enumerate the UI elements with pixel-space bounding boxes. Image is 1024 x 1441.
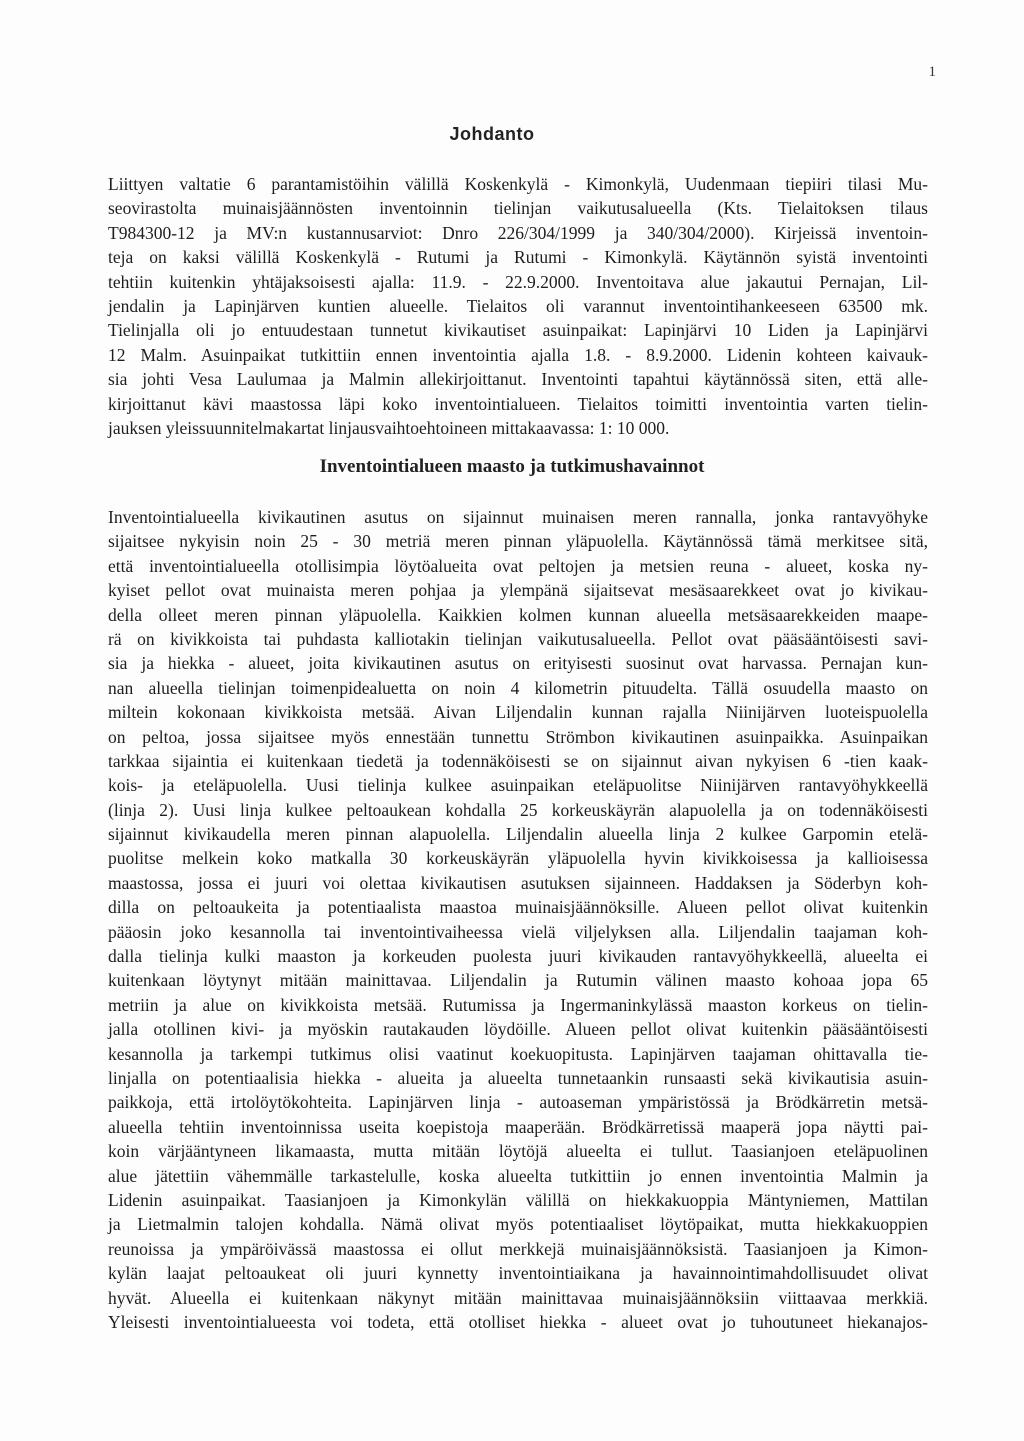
text-line: Inventointialueella kivikautinen asutus on sijainnut muinaisen meren rannalla, jonka rantavyöhyke bbox=[108, 507, 928, 527]
text-line: teja on kaksi välillä Koskenkylä - Rutumi ja Rutumi - Kimonkylä. Käytännön syistä inventointi bbox=[108, 247, 928, 268]
text-line: Tielinjalla oli jo entuudestaan tunnetut kivikautiset asuinpaikat: Lapinjärvi 10 Liden ja Lapinjärvi bbox=[108, 320, 928, 341]
section-heading-inventointialue: Inventointialueen maasto ja tutkimushavainnot bbox=[319, 456, 705, 477]
text-line: on peltoa, jossa sijaitsee myös ennestään tunnettu Strömbon kivikautinen asuinpaikka. Asuinpaikan bbox=[108, 726, 928, 747]
text-line: puolitse melkein koko matkalla 30 korkeuskäyrän yläpuolella hyvin kivikkoisessa ja kallioisessa bbox=[108, 848, 928, 869]
text-line: kirjoittanut kävi maastossa läpi koko inventointialueen. Tielaitos toimitti inventointia varten tielin- bbox=[108, 393, 928, 414]
text-line: pääosin joko kesannolla tai inventointivaiheessa vielä viljelyksen alla. Liljendalin taajaman koh- bbox=[108, 921, 928, 942]
text-line: jauksen yleissuunnitelmakartat linjausvaihtoehtoineen mittakaavassa: 1: 10 000. bbox=[108, 417, 670, 438]
text-line: della olleet meren pinnan yläpuolella. Kaikkien kolmen kunnan alueella metsäsaarekkeiden maape- bbox=[108, 604, 928, 625]
text-line: Liittyen valtatie 6 parantamistöihin välillä Koskenkylä - Kimonkylä, Uudenmaan tiepiiri tilasi Mu- bbox=[108, 174, 928, 194]
text-line: jendalin ja Lapinjärven kuntien alueelle. Tielaitos oli varannut inventointihankeeseen 63500 mk. bbox=[108, 295, 928, 316]
text-line: sia johti Vesa Laulumaa ja Malmin allekirjoittanut. Inventointi tapahtui käytännössä siten, että alle- bbox=[108, 369, 928, 390]
text-line: alue jätettiin vähemmälle tarkastelulle, koska alueelta tutkittiin jo ennen inventointia Malmin ja bbox=[108, 1165, 928, 1186]
page-number: 1 bbox=[928, 64, 936, 80]
paragraph-johdanto bbox=[108, 172, 928, 440]
text-line: jalla otollinen kivi- ja myöskin rautakauden löydöille. Alueen pellot olivat kuitenkin pääsääntöisesti bbox=[108, 1019, 928, 1040]
text-line: Yleisesti inventointialueesta voi todeta, että otolliset hiekka - alueet ovat jo tuhoutuneet hiekanajos- bbox=[108, 1311, 928, 1332]
text-line: paikkoja, että irtolöytökohteita. Lapinjärven linja - autoaseman ympäristössä ja Brödkärretin metsä- bbox=[108, 1092, 928, 1113]
text-line: T984300-12 ja MV:n kustannusarviot: Dnro 226/304/1999 ja 340/304/2000). Kirjeissä inventoin- bbox=[108, 222, 928, 243]
text-line: tehtiin kuitenkin yhtäjaksoisesti ajalla: 11.9. - 22.9.2000. Inventoitava alue jakautui Pernajan, Lil- bbox=[108, 271, 928, 292]
text-line: Lidenin asuinpaikat. Taasianjoen ja Kimonkylän välillä on hiekkakuoppia Mäntyniemen, Mattilan bbox=[108, 1189, 928, 1210]
text-line: nan alueella tielinjan toimenpidealuetta on noin 4 kilometrin pituudelta. Tällä osuudella maasto on bbox=[108, 677, 928, 698]
text-line: kylän laajat peltoaukeat oli juuri kynnetty inventointiaikana ja havainnointimahdollisuudet olivat bbox=[108, 1263, 928, 1284]
text-line: reunoissa ja ympäröivässä maastossa ei ollut merkkejä muinaisjäännöksistä. Taasianjoen ja Kimon- bbox=[108, 1238, 928, 1259]
text-line: hyvät. Alueella ei kuitenkaan näkynyt mitään mainittavaa muinaisjäännöksiin viittaavaa merkkiä. bbox=[108, 1287, 928, 1308]
text-line: ja Lietmalmin talojen kohdalla. Nämä olivat myös potentiaaliset löytöpaikat, mutta hiekkakuoppien bbox=[108, 1214, 928, 1235]
text-line: alueella tehtiin inventoinnissa useita koepistoja maaperään. Brödkärretissä maaperä jopa näytti pai- bbox=[108, 1116, 928, 1137]
text-line: sijaitsee nykyisin noin 25 - 30 metriä meren pinnan yläpuolella. Käytännössä tämä merkitsee sitä, bbox=[108, 531, 928, 552]
text-line: koin värjääntyneen likamaasta, mutta mitään löytöjä alueelta ei tullut. Taasianjoen eteläpuolinen bbox=[108, 1141, 928, 1162]
text-line: (linja 2). Uusi linja kulkee peltoaukean kohdalla 25 korkeuskäyrän alapuolella ja on todennäköisesti bbox=[108, 799, 928, 820]
text-line: maastossa, jossa ei juuri voi olettaa kivikautisen asutuksen sijainneen. Haddaksen ja Söderbyn koh- bbox=[108, 872, 928, 893]
text-line: tarkkaa sijaintia ei kuitenkaan tiedetä ja todennäköisesti se on sijainnut aivan nykyisen 6 -tien kaak- bbox=[108, 750, 928, 771]
text-line: että inventointialueella otollisimpia löytöalueita ovat peltojen ja metsien reuna - alueet, koska ny- bbox=[108, 555, 928, 576]
text-line: kesannolla ja tarkempi tutkimus olisi vaatinut koekuopitusta. Lapinjärven taajaman ohittavalla tie- bbox=[108, 1043, 928, 1064]
text-line: miltein kokonaan kivikkoista metsää. Aivan Liljendalin kunnan rajalla Niinijärven luoteispuolella bbox=[108, 702, 928, 723]
text-line: kyiset pellot ovat muinaista meren pohjaa ja ylempänä sijaitsevat mesäsaarekkeet ovat jo kivikau- bbox=[108, 580, 928, 601]
text-line: dilla on peltoaukeita ja potentiaalista maastoa muinaisjäännöksille. Alueen pellot olivat kuitenkin bbox=[108, 897, 928, 918]
text-line: seovirastolta muinaisjäännösten inventoinnin tielinjan vaikutusalueella (Kts. Tielaitoksen tilaus bbox=[108, 198, 928, 219]
text-line: linjalla on potentiaalisia hiekka - alueita ja alueelta tunnetaankin runsaasti sekä kivikautisia asuin- bbox=[108, 1067, 928, 1088]
text-line: kuitenkaan löytynyt mitään mainittavaa. Liljendalin ja Rutumin välinen maasto kohoaa jopa 65 bbox=[108, 970, 928, 991]
text-line: kois- ja eteläpuolella. Uusi tielinja kulkee asuinpaikan eteläpuolitse Niinijärven rantavyöhykkeellä bbox=[108, 775, 928, 796]
section-heading-johdanto: Johdanto bbox=[449, 124, 535, 144]
text-line: 12 Malm. Asuinpaikat tutkittiin ennen inventointia ajalla 1.8. - 8.9.2000. Lidenin kohteen kaivauk- bbox=[108, 344, 928, 365]
text-line: sijainnut kivikaudella meren pinnan alapuolella. Liljendalin alueella linja 2 kulkee Garpomin etelä- bbox=[108, 824, 928, 845]
text-line: dalla tielinja kulki maaston ja korkeuden puolesta juuri kivikauden rantavyöhykkeellä, alueelta ei bbox=[108, 946, 928, 967]
text-line: metriin ja alue on kivikkoista metsää. Rutumissa ja Ingermaninkylässä maaston korkeus on tielin- bbox=[108, 994, 928, 1015]
text-line: rä on kivikkoista tai puhdasta kalliotakin tielinjan vaikutusalueella. Pellot ovat pääsääntöisesti savi- bbox=[108, 628, 928, 649]
paragraph-inventointialue bbox=[108, 505, 928, 1334]
text-line: sia ja hiekka - alueet, joita kivikautinen asutus on erityisesti suosinut ovat harvassa. Pernajan kun- bbox=[108, 653, 928, 674]
